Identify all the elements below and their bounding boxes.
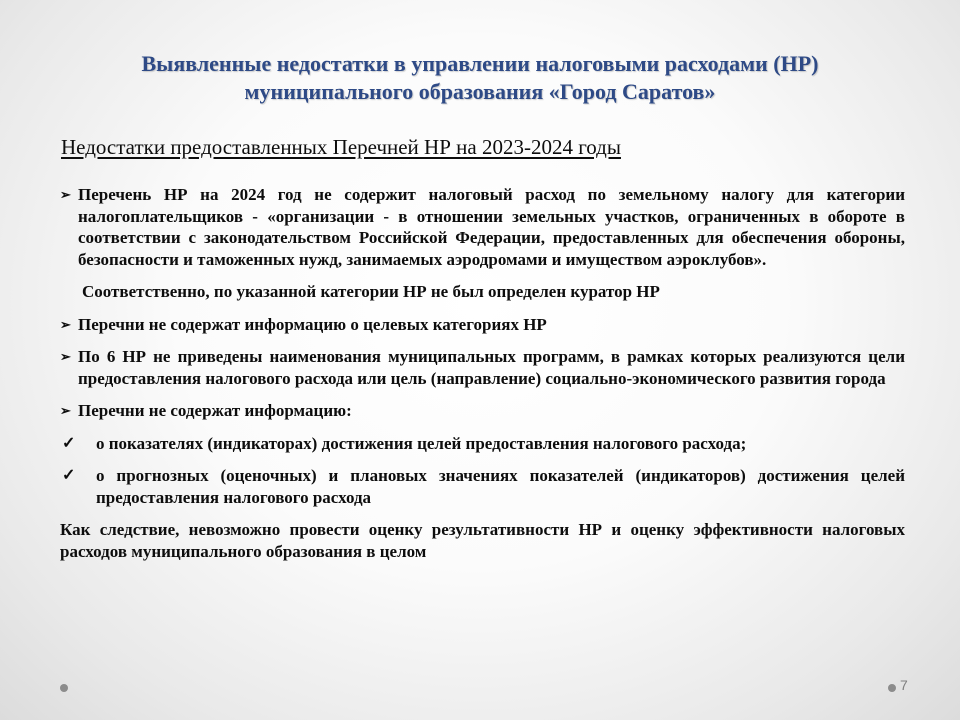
page-number: 7 <box>900 677 908 693</box>
slide-title-line-1: Выявленные недостатки в управлении налоговыми расходами (НР) <box>141 51 819 76</box>
decorative-dot-left <box>60 684 68 692</box>
list-item <box>60 314 905 336</box>
list-item <box>60 346 905 389</box>
sub-list-item-text: о показателях (индикаторах) достижения целей предоставления налогового расхода; <box>96 433 747 453</box>
conclusion-text: Как следствие, невозможно провести оценку результативности НР и оценку эффективности налоговых расходов муниципального образования в целом <box>60 520 905 561</box>
section-heading: Недостатки предоставленных Перечней НР на 2023-2024 годы <box>61 135 621 159</box>
list-item-text: По 6 НР не приведены наименования муниципальных программ, в рамках которых реализуются цели предоставления налогового расхода или цель (направление) социально-экономического развития города <box>78 347 905 388</box>
list-item <box>60 184 905 270</box>
arrow-bullet-icon: ➢ <box>60 316 71 332</box>
list-note: Соответственно, по указанной категории НР не был определен куратор НР <box>82 282 660 301</box>
list-item-text: Перечни не содержат информацию о целевых категориях НР <box>78 314 547 334</box>
decorative-dot-right <box>888 684 896 692</box>
list-item <box>60 400 905 422</box>
check-mark-icon: ✓ <box>62 434 76 452</box>
sub-list-item-text: о прогнозных (оценочных) и плановых значениях показателей (индикаторов) достижения целей предоставления налогового расхода <box>96 466 905 507</box>
check-mark-icon: ✓ <box>62 467 76 484</box>
arrow-bullet-icon: ➢ <box>60 403 71 418</box>
list-item-text: Перечень НР на 2024 год не содержит налоговый расход по земельному налогу для категории налогоплательщиков - «организации - в отношении земельных участков, ограниченных в обороте в соответствии с законодательством Российской Федерации, предоставленных для обеспечения обороны, безопасности и таможенных нужд, занимаемых аэродромами и имуществом аэроклубов». <box>78 185 905 269</box>
arrow-bullet-icon: ➢ <box>60 349 71 364</box>
slide-title <box>40 50 920 106</box>
sub-list-item <box>60 465 905 508</box>
slide-title-line-2: муниципального образования «Город Саратов» <box>244 79 716 104</box>
findings-list <box>60 184 905 562</box>
list-item-text: Перечни не содержат информацию: <box>78 401 352 420</box>
sub-list-item <box>60 433 905 455</box>
arrow-bullet-icon: ➢ <box>60 187 71 202</box>
